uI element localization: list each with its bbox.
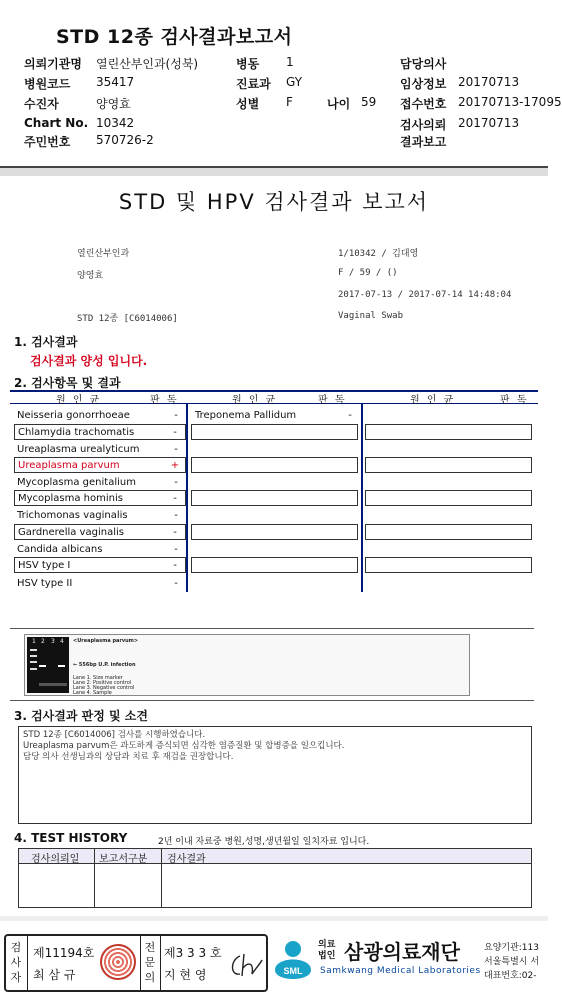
signature-divider bbox=[140, 936, 141, 990]
reviewer-name: 지 현 영 bbox=[164, 968, 207, 982]
field-sex bbox=[236, 95, 293, 112]
sample-band bbox=[58, 665, 65, 667]
judge-value: - bbox=[174, 476, 178, 488]
field-label: Chart No. bbox=[24, 116, 89, 130]
history-col-divider bbox=[94, 849, 95, 907]
field-chart-no bbox=[24, 116, 135, 130]
section-1-heading: 1. 검사결과 bbox=[14, 335, 78, 349]
field-value: 양영효 bbox=[96, 97, 131, 111]
empty-cell bbox=[191, 557, 358, 573]
col-header-judge-3: 판 독 bbox=[500, 395, 529, 406]
comment-box bbox=[18, 726, 532, 824]
org-name: 삼광의료재단 bbox=[344, 940, 460, 964]
pathogen-name: Ureaplasma parvum bbox=[18, 459, 120, 471]
field-receipt-no bbox=[400, 95, 562, 112]
field-value: 열린산부인과(성북) bbox=[96, 57, 199, 71]
examiner-license: 제11194호 bbox=[33, 946, 95, 960]
comment-line: STD 12종 [C6014006] 검사를 시행하였습니다. bbox=[23, 730, 206, 740]
empty-cell bbox=[191, 457, 358, 473]
field-label: 주민번호 bbox=[24, 135, 71, 149]
examiner-name: 최 삼 규 bbox=[33, 968, 76, 982]
field-label: 나이 bbox=[327, 97, 351, 111]
field-resident-no bbox=[24, 133, 154, 150]
marker-band bbox=[30, 668, 37, 670]
test-row bbox=[14, 441, 186, 457]
test-row bbox=[14, 557, 186, 573]
sml-logo-text: SML bbox=[283, 966, 303, 976]
page-gap bbox=[0, 916, 548, 921]
report-dates: 2017-07-13 / 2017-07-14 14:48:04 bbox=[338, 290, 512, 300]
primer-dimer-band bbox=[39, 683, 67, 686]
empty-cell bbox=[191, 524, 358, 540]
field-value: 20170713 bbox=[458, 116, 520, 130]
gel-area-rule bbox=[10, 628, 534, 629]
reviewer-signature bbox=[228, 950, 266, 982]
signature-divider bbox=[160, 936, 161, 990]
gel-title: <Ureaplasma parvum> bbox=[73, 638, 139, 644]
pathogen-name: Chlamydia trachomatis bbox=[18, 426, 135, 438]
pathogen-name: Trichomonas vaginalis bbox=[17, 509, 128, 521]
gel-arrow-label: ← 556bp U.P. infection bbox=[73, 662, 136, 668]
field-label: 의뢰기관명 bbox=[24, 57, 82, 71]
gel-area-rule bbox=[10, 700, 534, 701]
test-row bbox=[14, 424, 186, 440]
field-age bbox=[327, 95, 377, 112]
marker-band bbox=[30, 655, 37, 657]
field-label: 진료과 bbox=[236, 77, 271, 91]
history-col-divider bbox=[161, 849, 162, 907]
judge-value: + bbox=[170, 459, 180, 471]
org-type-line: 의료 bbox=[318, 940, 336, 950]
col-header-pathogen-2: 원 인 균 bbox=[232, 395, 278, 406]
field-hospital-code bbox=[24, 75, 135, 92]
field-value: 20170713-17095 bbox=[458, 95, 562, 109]
field-department bbox=[236, 75, 303, 92]
empty-cell bbox=[191, 424, 358, 440]
test-row bbox=[14, 407, 186, 423]
judge-value: - bbox=[173, 559, 177, 571]
signature-divider bbox=[27, 936, 28, 990]
field-doctor bbox=[400, 55, 446, 72]
org-address-line: 대표번호:02- bbox=[484, 971, 537, 981]
lane-number: 1 bbox=[32, 638, 36, 645]
field-value: F bbox=[286, 95, 293, 109]
field-label: 병원코드 bbox=[24, 77, 71, 91]
empty-cell bbox=[365, 524, 532, 540]
gel-electrophoresis-image bbox=[24, 634, 470, 696]
section-4-heading: 4. TEST HISTORY bbox=[14, 831, 128, 845]
pathogen-name: HSV type I bbox=[18, 559, 71, 571]
report-chart-doctor: 1/10342 / 김대영 bbox=[338, 249, 419, 259]
judge-value: - bbox=[173, 426, 177, 438]
field-label: 접수번호 bbox=[400, 97, 447, 111]
test-row bbox=[14, 490, 186, 506]
test-row bbox=[14, 524, 186, 540]
field-label: 검사의뢰 bbox=[400, 118, 447, 132]
page-gap bbox=[0, 168, 548, 176]
examiner-seal bbox=[100, 944, 136, 980]
pathogen-name: Mycoplasma genitalium bbox=[17, 476, 136, 488]
test-row-positive bbox=[14, 457, 186, 473]
pathogen-name: Mycoplasma hominis bbox=[18, 492, 123, 504]
reviewer-license: 제3 3 3 호 bbox=[164, 946, 222, 960]
org-type bbox=[318, 940, 335, 962]
history-col-request-date: 검사의뢰일 bbox=[31, 854, 80, 865]
field-value: 1 bbox=[286, 55, 294, 69]
judge-value: - bbox=[348, 409, 352, 421]
judge-value: - bbox=[173, 526, 177, 538]
history-col-result: 검사결과 bbox=[167, 854, 206, 865]
empty-cell bbox=[365, 424, 532, 440]
report-sex-age: F / 59 / () bbox=[338, 268, 398, 278]
field-value: 10342 bbox=[96, 116, 135, 130]
report-header bbox=[0, 0, 562, 168]
reviewer-label: 전문의 bbox=[144, 941, 156, 984]
marker-band bbox=[30, 649, 37, 651]
history-col-report-type: 보고서구분 bbox=[99, 854, 148, 865]
empty-cell bbox=[365, 457, 532, 473]
col-header-judge-1: 판 독 bbox=[150, 395, 179, 406]
org-english-name: Samkwang Medical Laboratories bbox=[320, 966, 481, 976]
examiner-label: 검사자 bbox=[10, 941, 22, 984]
judge-value: - bbox=[173, 492, 177, 504]
test-row bbox=[14, 507, 186, 523]
comment-line: 담당 의사 선생님과의 상담과 치료 후 재검을 권장합니다. bbox=[23, 752, 234, 762]
field-ward bbox=[236, 55, 294, 72]
pathogen-name: Gardnerella vaginalis bbox=[18, 526, 124, 538]
org-address-line: 요양기관:113 bbox=[484, 943, 539, 953]
org-address-line: 서울특별시 서 bbox=[484, 957, 540, 967]
header-title: STD 12종 검사결과보고서 bbox=[56, 26, 293, 48]
field-value: 570726-2 bbox=[96, 133, 154, 147]
pathogen-name: Treponema Pallidum bbox=[195, 409, 297, 421]
lane-number: 3 bbox=[51, 638, 55, 645]
test-row bbox=[192, 407, 360, 423]
signature-box bbox=[4, 934, 268, 992]
history-table bbox=[18, 848, 532, 908]
pathogen-name: Neisseria gonorrhoeae bbox=[17, 409, 130, 421]
field-value: GY bbox=[286, 75, 303, 89]
field-report-date bbox=[400, 133, 446, 150]
field-label: 담당의사 bbox=[400, 57, 447, 71]
field-clinical-info bbox=[400, 75, 520, 92]
pathogen-name: Ureaplasma urealyticum bbox=[17, 443, 140, 455]
test-row bbox=[14, 474, 186, 490]
report-hospital: 열린산부인과 bbox=[77, 249, 130, 259]
lane-number: 4 bbox=[60, 638, 64, 645]
field-value: 35417 bbox=[96, 75, 135, 89]
positive-band bbox=[39, 665, 46, 667]
gel-legend: Lane 1. Size marker bbox=[73, 675, 123, 681]
field-clinic bbox=[24, 55, 199, 72]
field-label: 수진자 bbox=[24, 97, 59, 111]
field-value: 59 bbox=[361, 95, 377, 109]
judge-value: - bbox=[174, 577, 178, 589]
field-label: 결과보고 bbox=[400, 135, 447, 149]
field-request-date bbox=[400, 116, 520, 133]
judge-value: - bbox=[174, 443, 178, 455]
field-label: 병동 bbox=[236, 57, 260, 71]
gel-legend: Lane 2. Positive control bbox=[73, 680, 132, 686]
grid-divider-1 bbox=[186, 404, 188, 592]
org-type-line: 법인 bbox=[318, 951, 336, 961]
section-3-heading: 3. 검사결과 판정 및 소견 bbox=[14, 709, 148, 723]
col-header-judge-2: 판 독 bbox=[318, 395, 347, 406]
field-patient bbox=[24, 95, 131, 112]
report-patient: 양영효 bbox=[77, 271, 104, 281]
col-header-pathogen-1: 원 인 균 bbox=[56, 395, 102, 406]
section-2-heading: 2. 검사항목 및 결과 bbox=[14, 376, 121, 390]
field-value: 20170713 bbox=[458, 75, 520, 89]
marker-band bbox=[30, 661, 37, 663]
lane-number: 2 bbox=[41, 638, 45, 645]
grid-divider-2 bbox=[361, 404, 363, 592]
gel-legend: Lane 4. Sample bbox=[73, 690, 112, 696]
history-header-row bbox=[19, 849, 531, 864]
col-header-pathogen-3: 원 인 균 bbox=[410, 395, 456, 406]
empty-cell bbox=[191, 490, 358, 506]
pathogen-name: Candida albicans bbox=[17, 543, 103, 555]
field-label: 성별 bbox=[236, 97, 260, 111]
report-title: STD 및 HPV 검사결과 보고서 bbox=[118, 190, 430, 214]
gel-photo bbox=[27, 637, 69, 693]
comment-line: Ureaplasma parvum은 과도하게 증식되면 심각한 염증질환 및 합병증을 일으킵니다. bbox=[23, 741, 345, 751]
field-label: 임상정보 bbox=[400, 77, 447, 91]
pathogen-name: HSV type II bbox=[17, 577, 73, 589]
report-test-code: STD 12종 [C6014006] bbox=[77, 314, 178, 324]
gel-legend: Lane 3. Negative control bbox=[73, 685, 135, 691]
test-row bbox=[14, 541, 186, 557]
empty-cell bbox=[365, 490, 532, 506]
test-row bbox=[14, 575, 186, 591]
positive-result: 검사결과 양성 입니다. bbox=[30, 354, 148, 368]
judge-value: - bbox=[174, 509, 178, 521]
history-note: 2년 이내 자료중 병원,성명,생년월일 일치자료 입니다. bbox=[158, 837, 370, 847]
report-specimen: Vaginal Swab bbox=[338, 311, 404, 321]
sml-logo-icon bbox=[272, 938, 314, 988]
empty-cell bbox=[365, 557, 532, 573]
judge-value: - bbox=[174, 543, 178, 555]
judge-value: - bbox=[174, 409, 178, 421]
